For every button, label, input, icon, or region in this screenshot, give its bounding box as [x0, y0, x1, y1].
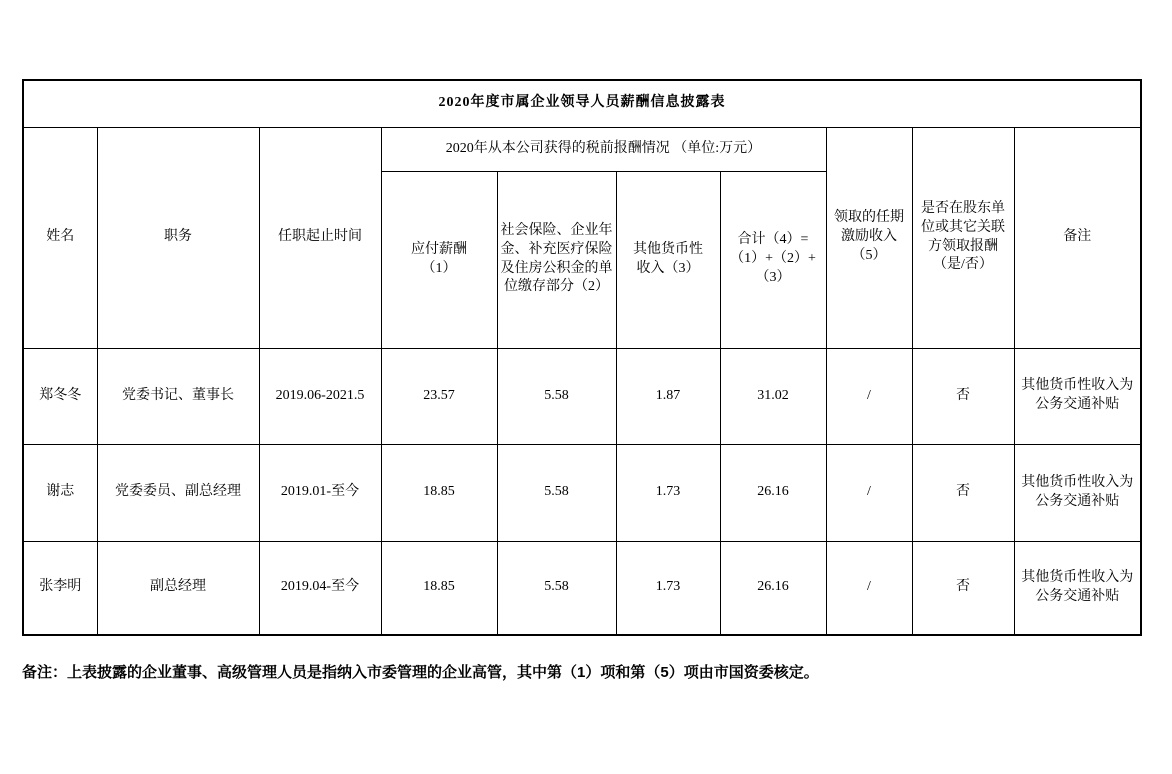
- cell-incentive: /: [826, 444, 912, 541]
- salary-disclosure-table: [22, 79, 1142, 636]
- cell-shareholder: 否: [912, 541, 1014, 635]
- cell-term: 2019.01-至今: [259, 444, 381, 541]
- header-row-group: [23, 127, 1141, 171]
- column-header-total: 合计（4）= （1）+（2）+ （3）: [720, 171, 826, 348]
- column-header-shareholder-pay: 是否在股东单位或其它关联方领取报酬（是/否）: [912, 127, 1014, 348]
- column-header-incentive-income: 领取的任期 激励收入 （5）: [826, 127, 912, 348]
- cell-payable: 18.85: [381, 444, 497, 541]
- column-header-remarks: 备注: [1014, 127, 1141, 348]
- cell-total: 26.16: [720, 444, 826, 541]
- table-row: [23, 444, 1141, 541]
- cell-shareholder: 否: [912, 444, 1014, 541]
- cell-term: 2019.06-2021.5: [259, 348, 381, 444]
- column-header-term: 任职起止时间: [259, 127, 381, 348]
- cell-incentive: /: [826, 348, 912, 444]
- column-group-header-pretax-compensation: 2020年从本公司获得的税前报酬情况 （单位:万元）: [381, 127, 826, 171]
- table-row: [23, 348, 1141, 444]
- table-title: 2020年度市属企业领导人员薪酬信息披露表: [23, 80, 1141, 127]
- cell-other-income: 1.87: [616, 348, 720, 444]
- cell-payable: 18.85: [381, 541, 497, 635]
- title-row: [23, 80, 1141, 127]
- cell-position: 党委委员、副总经理: [97, 444, 259, 541]
- cell-name: 谢志: [23, 444, 97, 541]
- cell-shareholder: 否: [912, 348, 1014, 444]
- cell-social: 5.58: [497, 348, 616, 444]
- cell-remarks: 其他货币性收入为公务交通补贴: [1014, 348, 1141, 444]
- table-row: [23, 541, 1141, 635]
- cell-incentive: /: [826, 541, 912, 635]
- column-header-position: 职务: [97, 127, 259, 348]
- cell-total: 26.16: [720, 541, 826, 635]
- cell-remarks: 其他货币性收入为公务交通补贴: [1014, 444, 1141, 541]
- cell-total: 31.02: [720, 348, 826, 444]
- cell-payable: 23.57: [381, 348, 497, 444]
- column-header-name: 姓名: [23, 127, 97, 348]
- cell-term: 2019.04-至今: [259, 541, 381, 635]
- cell-other-income: 1.73: [616, 541, 720, 635]
- column-header-social-insurance: 社会保险、企业年金、补充医疗保险及住房公积金的单位缴存部分（2）: [497, 171, 616, 348]
- footnote-text: 备注：上表披露的企业董事、高级管理人员是指纳入市委管理的企业高管，其中第（1）项和第（5）项由市国资委核定。: [22, 664, 819, 681]
- cell-remarks: 其他货币性收入为公务交通补贴: [1014, 541, 1141, 635]
- cell-social: 5.58: [497, 444, 616, 541]
- column-header-other-monetary-income: 其他货币性 收入（3）: [616, 171, 720, 348]
- cell-name: 张李明: [23, 541, 97, 635]
- cell-social: 5.58: [497, 541, 616, 635]
- column-header-payable-salary: 应付薪酬 （1）: [381, 171, 497, 348]
- cell-position: 党委书记、董事长: [97, 348, 259, 444]
- cell-name: 郑冬冬: [23, 348, 97, 444]
- cell-other-income: 1.73: [616, 444, 720, 541]
- cell-position: 副总经理: [97, 541, 259, 635]
